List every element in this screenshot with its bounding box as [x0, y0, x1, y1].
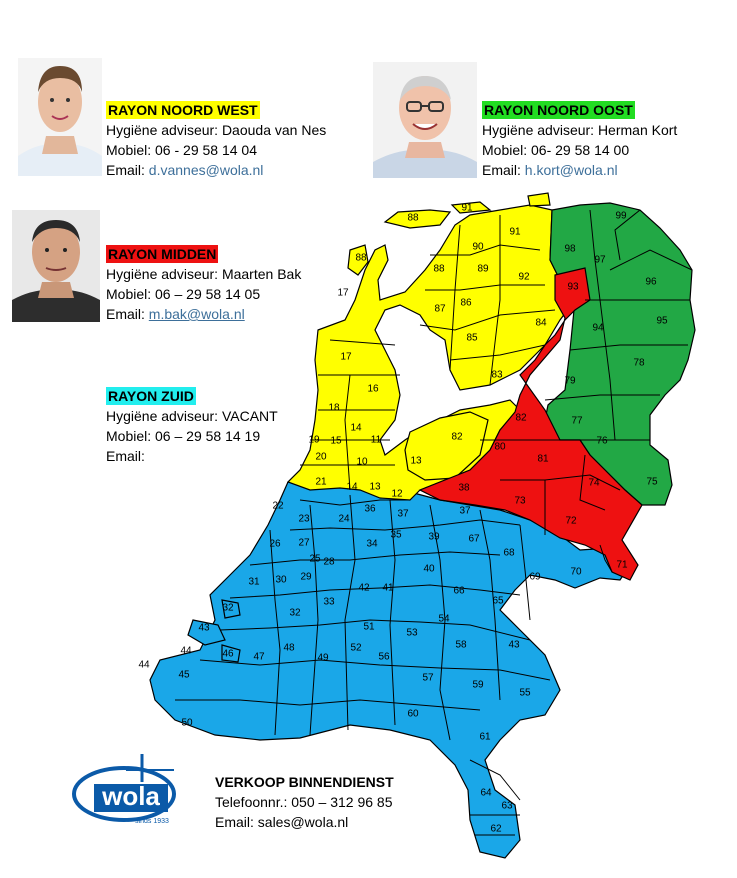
region-label: 15 — [330, 435, 342, 447]
region-label: 60 — [407, 708, 419, 720]
region-label: 90 — [472, 241, 484, 253]
email-label: Email: — [106, 162, 149, 178]
adviseur-noord-oost: Hygiëne adviseur: Herman Kort — [482, 122, 678, 138]
region-label: 53 — [406, 627, 418, 639]
rayon-title-noord-oost: RAYON NOORD OOST — [484, 102, 633, 118]
region-label: 58 — [455, 639, 467, 651]
region-label: 33 — [323, 596, 335, 608]
email-label: Email: — [106, 306, 149, 322]
logo-since: sinds 1933 — [135, 818, 169, 825]
region-label: 12 — [391, 488, 403, 500]
email-link-midden[interactable]: m.bak@wola.nl — [148, 306, 245, 322]
region-label: 24 — [338, 513, 350, 525]
contact-noord-west — [106, 100, 326, 180]
region-label: 86 — [460, 297, 472, 309]
region-label: 14 — [350, 422, 362, 434]
region-label: 87 — [434, 303, 446, 315]
region-label: 39 — [428, 531, 440, 543]
region-label: 94 — [592, 322, 604, 334]
region-label: 51 — [363, 621, 375, 633]
region-label: 64 — [480, 787, 492, 799]
region-label: 95 — [656, 315, 668, 327]
region-label: 68 — [503, 547, 515, 559]
avatar-noord-west — [18, 58, 102, 176]
region-label: 61 — [479, 731, 491, 743]
region-label: 36 — [364, 503, 376, 515]
region-label: 37 — [397, 508, 409, 520]
region-label: 38 — [458, 482, 470, 494]
region-label: 77 — [571, 415, 583, 427]
logo-text: wola — [102, 781, 160, 811]
region-label: 99 — [615, 210, 627, 222]
region-label: 76 — [596, 435, 608, 447]
region-label: 28 — [323, 556, 335, 568]
region-label: 42 — [358, 582, 370, 594]
region-label: 88 — [407, 212, 419, 224]
region-label: 43 — [508, 639, 520, 651]
email-link-noord-west[interactable]: d.vannes@wola.nl — [148, 162, 264, 178]
region-label: 44 — [180, 645, 192, 657]
region-label: 97 — [594, 254, 606, 266]
region-label: 22 — [272, 500, 284, 512]
region-label: 17 — [337, 287, 349, 299]
region-label: 82 — [515, 412, 527, 424]
region-label: 62 — [490, 823, 502, 835]
region-label: 20 — [315, 451, 327, 463]
region-label: 14 — [346, 481, 358, 493]
region-label: 52 — [350, 642, 362, 654]
region-label: 13 — [369, 481, 381, 493]
region-label: 40 — [423, 563, 435, 575]
region-label: 89 — [477, 263, 489, 275]
region-label: 73 — [514, 495, 526, 507]
region-label: 55 — [519, 687, 531, 699]
region-label: 21 — [315, 476, 327, 488]
region-label: 84 — [535, 317, 547, 329]
region-label: 96 — [645, 276, 657, 288]
region-label: 27 — [298, 537, 310, 549]
region-label: 79 — [564, 375, 576, 387]
region-label: 46 — [222, 648, 234, 660]
adviseur-noord-west: Hygiëne adviseur: Daouda van Nes — [106, 122, 327, 138]
region-label: 88 — [355, 252, 367, 264]
sales-title: VERKOOP BINNENDIENST — [215, 774, 394, 790]
region-label: 65 — [492, 595, 504, 607]
rayon-title-zuid: RAYON ZUID — [108, 388, 194, 404]
wola-logo[interactable] — [70, 752, 180, 828]
region-label: 85 — [466, 332, 478, 344]
ameland[interactable] — [528, 193, 550, 206]
adviseur-midden: Hygiëne adviseur: Maarten Bak — [106, 266, 302, 282]
region-label: 82 — [451, 431, 463, 443]
region-label: 32 — [289, 607, 301, 619]
avatar-midden — [12, 210, 100, 322]
region-label: 37 — [459, 505, 471, 517]
email-label: Email: — [482, 162, 525, 178]
region-label: 66 — [453, 585, 465, 597]
region-label: 56 — [378, 651, 390, 663]
region-label: 10 — [356, 456, 368, 468]
region-label: 71 — [616, 559, 628, 571]
region-label: 98 — [564, 243, 576, 255]
avatar-noord-oost — [373, 62, 477, 178]
region-label: 70 — [570, 566, 582, 578]
region-label: 83 — [491, 369, 503, 381]
region-label: 35 — [390, 529, 402, 541]
region-label: 17 — [340, 351, 352, 363]
region-label: 91 — [461, 202, 473, 214]
region-label: 26 — [269, 538, 281, 550]
region-label: 57 — [422, 672, 434, 684]
region-label: 45 — [178, 669, 190, 681]
mobiel-midden: Mobiel: 06 – 29 58 14 05 — [106, 286, 261, 302]
contact-midden — [106, 244, 301, 324]
rayon-title-midden: RAYON MIDDEN — [108, 246, 217, 262]
region-label: 41 — [382, 582, 394, 594]
region-label: 63 — [501, 800, 513, 812]
region-label: 81 — [537, 453, 549, 465]
region-label: 80 — [494, 441, 506, 453]
region-label: 91 — [509, 226, 521, 238]
region-label: 48 — [283, 642, 295, 654]
adviseur-zuid: Hygiëne adviseur: VACANT — [106, 408, 278, 424]
region-label: 44 — [138, 659, 150, 671]
sales-email: Email: sales@wola.nl — [215, 814, 349, 830]
region-label: 25 — [309, 553, 321, 565]
email-link-noord-oost[interactable]: h.kort@wola.nl — [524, 162, 618, 178]
region-label: 11 — [370, 434, 382, 446]
region-label: 75 — [646, 476, 658, 488]
region-label: 29 — [300, 571, 312, 583]
region-label: 23 — [298, 513, 310, 525]
email-zuid: Email: — [106, 448, 145, 464]
region-label: 49 — [317, 652, 329, 664]
region-label: 92 — [518, 271, 530, 283]
mobiel-noord-west: Mobiel: 06 - 29 58 14 04 — [106, 142, 257, 158]
region-label: 88 — [433, 263, 445, 275]
region-label: 18 — [328, 402, 340, 414]
contact-zuid — [106, 386, 278, 466]
contact-noord-oost — [482, 100, 677, 180]
mobiel-noord-oost: Mobiel: 06- 29 58 14 00 — [482, 142, 630, 158]
region-label: 69 — [529, 571, 541, 583]
region-label: 67 — [468, 533, 480, 545]
region-label: 30 — [275, 574, 287, 586]
region-label: 59 — [472, 679, 484, 691]
region-label: 34 — [366, 538, 378, 550]
rayon-title-noord-west: RAYON NOORD WEST — [108, 102, 258, 118]
region-label: 47 — [253, 651, 265, 663]
region-label: 43 — [198, 622, 210, 634]
region-label: 54 — [438, 613, 450, 625]
region-label: 72 — [565, 515, 577, 527]
mobiel-zuid: Mobiel: 06 – 29 58 14 19 — [106, 428, 261, 444]
region-label: 16 — [367, 383, 379, 395]
region-label: 50 — [181, 717, 193, 729]
region-label: 13 — [410, 455, 422, 467]
sales-contact — [215, 772, 394, 832]
region-label: 78 — [633, 357, 645, 369]
region-label: 31 — [248, 576, 260, 588]
region-label: 32 — [222, 602, 234, 614]
region-label: 93 — [567, 281, 579, 293]
sales-phone: Telefoonnr.: 050 – 312 96 85 — [215, 794, 393, 810]
region-label: 74 — [588, 477, 600, 489]
region-label: 19 — [308, 434, 320, 446]
